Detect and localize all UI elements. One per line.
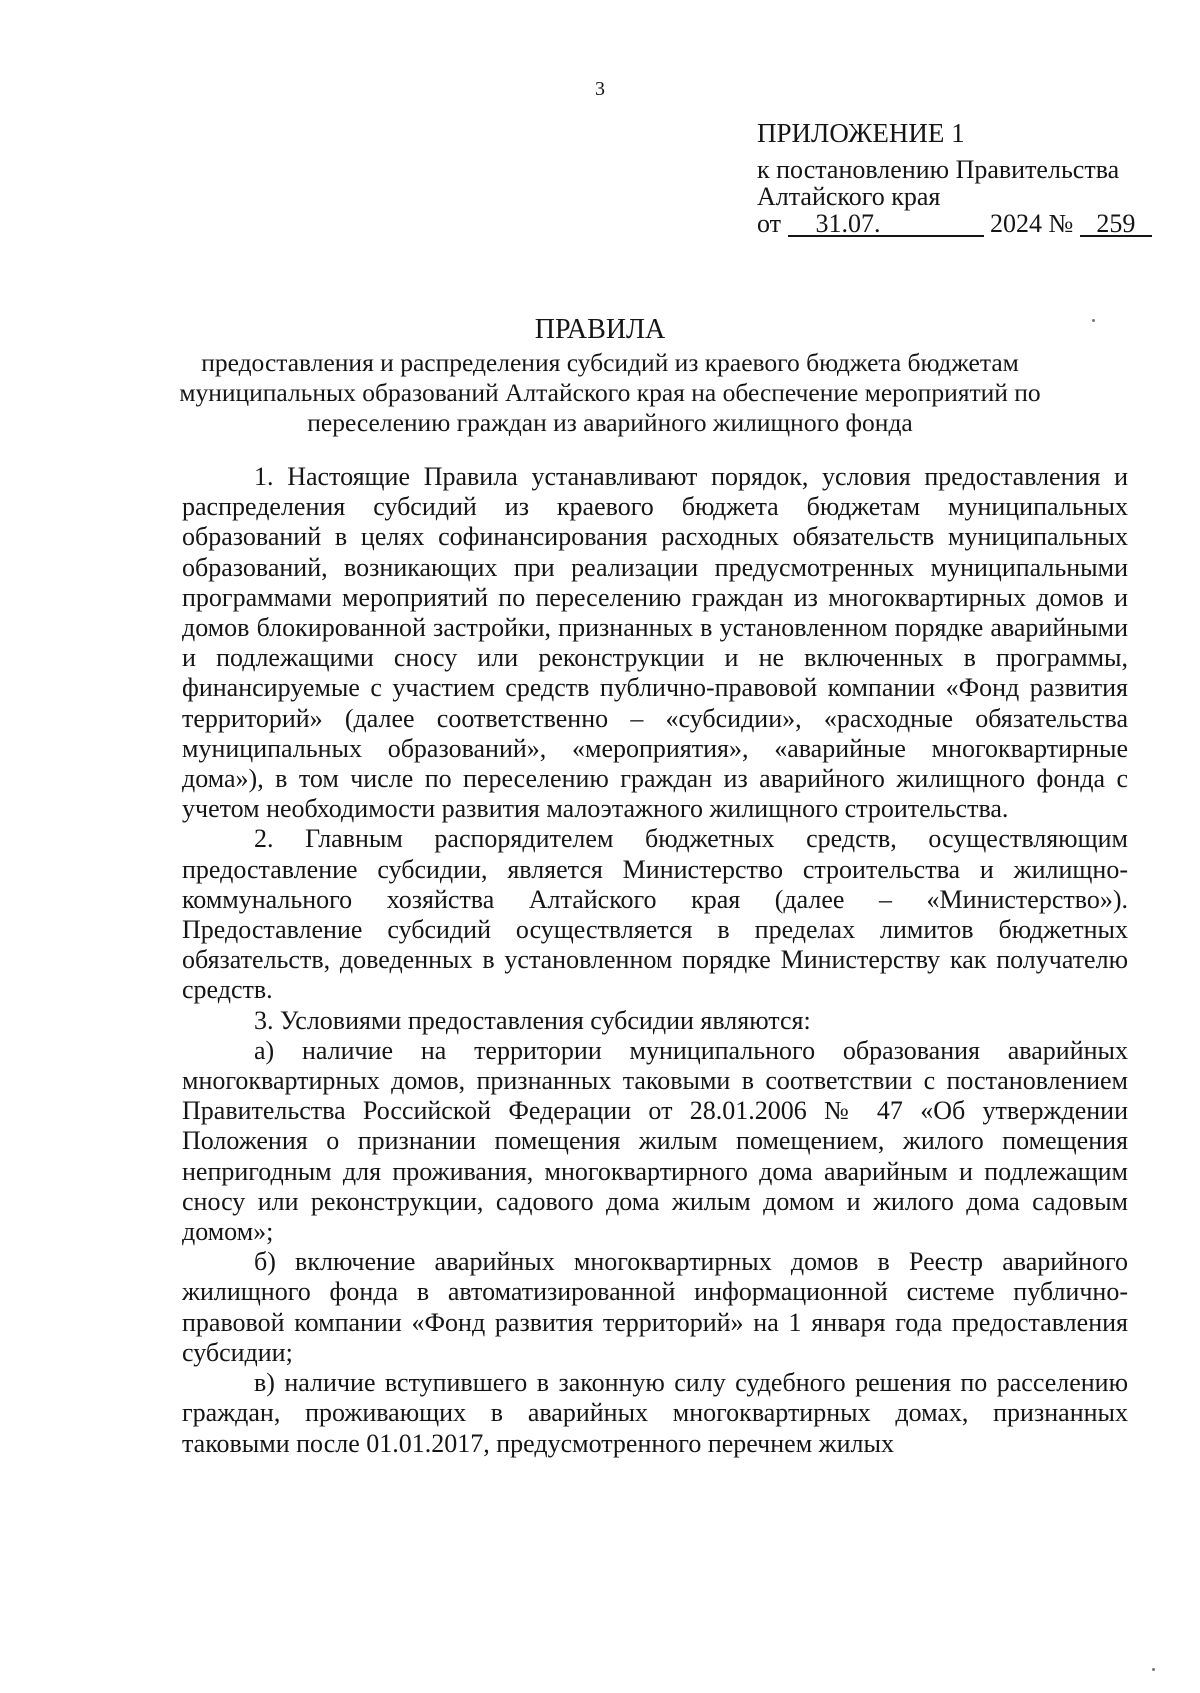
appendix-date-line <box>757 210 1177 237</box>
scan-speck <box>1152 1668 1155 1671</box>
paragraph-3c: в) наличие вступившего в законную силу судебного решения по расселению граждан, проживающих в аварийных многоквартирных домах, признанных таковыми после 01.01.2017, предусмотренного перечнем жилых <box>182 1368 1128 1458</box>
appendix-year: 2024 <box>990 209 1043 238</box>
scan-speck <box>1092 319 1095 322</box>
appendix-line-2: Алтайского края <box>757 182 941 211</box>
paragraph-3: 3. Условиями предоставления субсидии являются: <box>254 1005 811 1035</box>
page-number: 3 <box>595 78 605 100</box>
paragraph-3a: а) наличие на территории муниципального образования аварийных многоквартирных домов, признанных таковыми в соответствии с постановлением Правительства Российской Федерации от 28.01.2006 № 47 «Об утверждении Положения о признании помещения жилым помещением, жилого помещения непригодным для проживания, многоквартирного дома аварийным и подлежащим сносу или реконструкции, садового дома жилым домом и жилого дома садовым домом»; <box>182 1035 1128 1247</box>
paragraph-3b: б) включение аварийных многоквартирных домов в Реестр аварийного жилищного фонда в автоматизированной информационной системе публично-правовой компании «Фонд развития территорий» на 1 января года предоставления субсидии; <box>182 1247 1128 1367</box>
document-body <box>182 462 1128 1459</box>
appendix-number-sign: № <box>1048 209 1074 238</box>
document-subtitle: предоставления и распределения субсидий из краевого бюджета бюджетам муниципальных образований Алтайского края на обеспечение мероприятий по переселению граждан из аварийного жилищного фонда <box>179 348 1041 437</box>
appendix-number: 259 <box>1080 212 1152 237</box>
paragraph-1: 1. Настоящие Правила устанавливают порядок, условия предоставления и распределения субсидий из краевого бюджета бюджетам муниципальных образований в целях софинансирования расходных обязательств муниципальных образований, возникающих при реализации предусмотренных муниципальными программами мероприятий по переселению граждан из многоквартирных домов и домов блокированной застройки, признанных в установленном порядке аварийными и подлежащими сносу или реконструкции и не включенных в программы, финансируемые с участием средств публично-правовой компании «Фонд развития территорий» (далее соответственно – «субсидии», «расходные обязательства муниципальных образований», «мероприятия», «аварийные многоквартирные дома»), в том числе по переселению граждан из аварийного жилищного фонда с учетом необходимости развития малоэтажного жилищного строительства. <box>182 462 1128 824</box>
appendix-date: 31.07. <box>788 212 984 237</box>
appendix-from-label: от <box>757 209 782 238</box>
document-title: ПРАВИЛА <box>534 314 666 345</box>
paragraph-2: 2. Главным распорядителем бюджетных средств, осуществляющим предоставление субсидии, является Министерство строительства и жилищно-коммунального хозяйства Алтайского края (далее – «Министерство»). Предоставление субсидий осуществляется в пределах лимитов бюджетных обязательств, доведенных в установленном порядке Министерству как получателю средств. <box>182 824 1128 1005</box>
appendix-line-1: к постановлению Правительства <box>757 155 1120 184</box>
appendix-block <box>757 120 1177 237</box>
appendix-title: ПРИЛОЖЕНИЕ 1 <box>757 118 965 148</box>
